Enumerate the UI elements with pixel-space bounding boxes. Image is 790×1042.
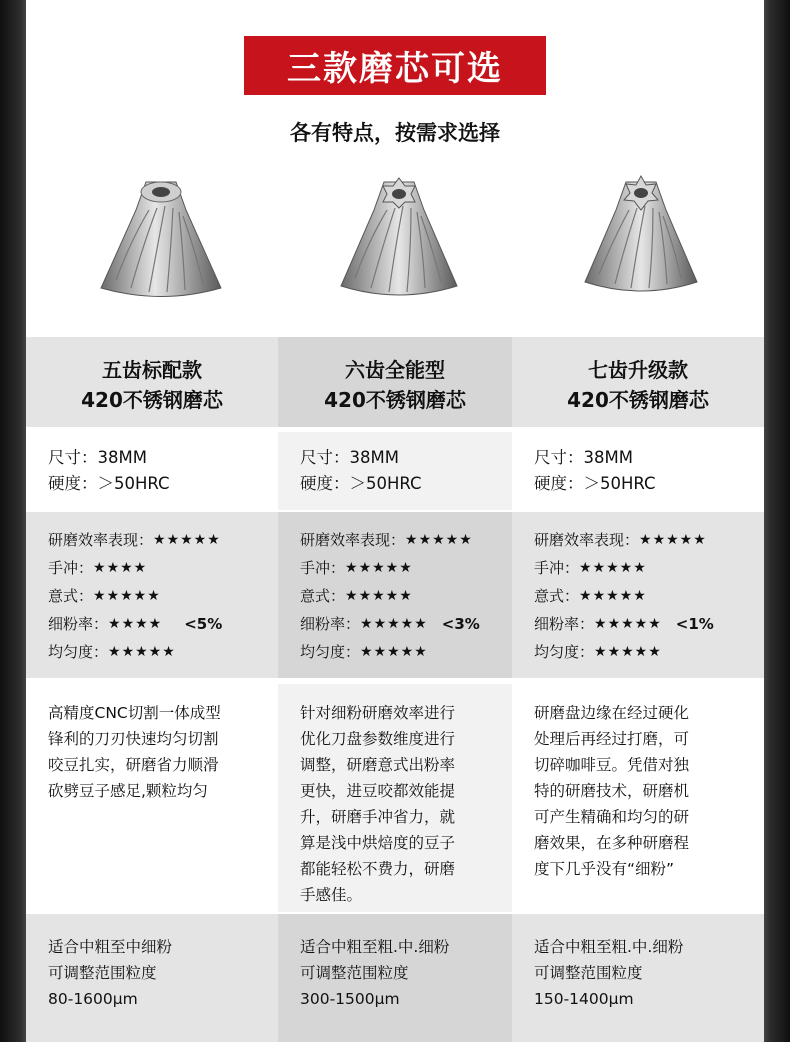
model-header-six <box>278 337 512 427</box>
desc-line: 度下几乎没有“细粉” <box>534 860 675 878</box>
model-name: 五齿标配款 <box>102 358 202 382</box>
fines-rate: <3% <box>441 615 480 633</box>
desc-line: 处理后再经过打磨，可 <box>534 730 690 748</box>
desc-cell-seven <box>512 684 764 912</box>
perf-line: 研磨效率表现： ★★★★★ <box>48 526 278 554</box>
page-title: 三款磨芯可选 <box>244 36 546 95</box>
star-rating: ★★★★★ <box>108 644 176 660</box>
range-value: 80-1600μm <box>48 990 138 1008</box>
size-text: 尺寸：38MM <box>534 448 633 467</box>
size-text: 尺寸：38MM <box>300 448 399 467</box>
model-header-seven <box>512 337 764 427</box>
seven-tooth-burr-icon <box>571 170 711 310</box>
range-line: 适合中粗至粗.中.细粉 <box>300 938 450 956</box>
desc-line: 切碎咖啡豆。凭借对独 <box>534 756 690 774</box>
star-rating: ★★★★★ <box>579 588 647 604</box>
star-rating: ★★★★ <box>108 616 163 632</box>
hardness-text: 硬度：＞50HRC <box>534 474 656 493</box>
perf-line: 研磨效率表现： ★★★★★ <box>534 526 764 554</box>
desc-line: 咬豆扎实，研磨省力顺滑 <box>48 756 219 774</box>
star-rating: ★★★★★ <box>405 532 473 548</box>
desc-line: 都能轻松不费力，研磨 <box>300 860 456 878</box>
desc-line: 磨效果，在多种研磨程 <box>534 834 690 852</box>
perf-line: 意式： ★★★★★ <box>48 582 278 610</box>
comparison-panel <box>26 0 764 1042</box>
perf-cell-five <box>26 512 278 678</box>
desc-cell-five <box>26 684 278 912</box>
perf-line: 意式： ★★★★★ <box>300 582 512 610</box>
fines-rate: <1% <box>675 615 714 633</box>
desc-line: 更快，进豆咬都效能提 <box>300 782 456 800</box>
star-rating: ★★★★★ <box>360 644 428 660</box>
desc-line: 针对细粉研磨效率进行 <box>300 704 456 722</box>
range-cell-seven <box>512 914 764 1042</box>
desc-line: 研磨盘边缘在经过硬化 <box>534 704 690 722</box>
spec-cell-five <box>26 432 278 510</box>
desc-line: 可产生精确和均匀的研 <box>534 808 690 826</box>
model-header-five <box>26 337 278 427</box>
spec-cell-six <box>278 432 512 510</box>
range-value: 300-1500μm <box>300 990 400 1008</box>
model-name: 七齿升级款 <box>588 358 688 382</box>
perf-line: 均匀度： ★★★★★ <box>48 638 278 666</box>
star-rating: ★★★★★ <box>345 560 413 576</box>
model-name: 六齿全能型 <box>345 358 445 382</box>
star-rating: ★★★★★ <box>639 532 707 548</box>
desc-line: 砍劈豆子感足,颗粒均匀 <box>48 782 208 800</box>
range-cell-six <box>278 914 512 1042</box>
size-text: 尺寸：38MM <box>48 448 147 467</box>
model-material: 420不锈钢磨芯 <box>81 388 223 412</box>
perf-line: 细粉率： ★★★★★ <3% <box>300 610 512 638</box>
right-dark-border <box>764 0 790 1042</box>
star-rating: ★★★★ <box>93 560 148 576</box>
range-line: 适合中粗至中细粉 <box>48 938 173 956</box>
perf-cell-seven <box>512 512 764 678</box>
desc-line: 特的研磨技术，研磨机 <box>534 782 690 800</box>
range-line: 可调整范围粒度 <box>534 964 643 982</box>
star-rating: ★★★★★ <box>93 588 161 604</box>
hardness-text: 硬度：＞50HRC <box>300 474 422 493</box>
spec-cell-seven <box>512 432 764 510</box>
desc-line: 优化刀盘参数维度进行 <box>300 730 456 748</box>
range-value: 150-1400μm <box>534 990 634 1008</box>
perf-line: 手冲： ★★★★★ <box>534 554 764 582</box>
perf-line: 手冲： ★★★★ <box>48 554 278 582</box>
desc-cell-six <box>278 684 512 912</box>
desc-line: 手感佳。 <box>300 886 363 904</box>
perf-line: 均匀度： ★★★★★ <box>534 638 764 666</box>
star-rating: ★★★★★ <box>579 560 647 576</box>
perf-line: 细粉率： ★★★★ <5% <box>48 610 278 638</box>
perf-line: 均匀度： ★★★★★ <box>300 638 512 666</box>
desc-line: 锋利的刀刃快速均匀切割 <box>48 730 219 748</box>
perf-cell-six <box>278 512 512 678</box>
page-subtitle: 各有特点，按需求选择 <box>290 121 500 145</box>
star-rating: ★★★★★ <box>360 616 428 632</box>
perf-line: 意式： ★★★★★ <box>534 582 764 610</box>
five-tooth-burr-icon <box>91 170 231 310</box>
model-material: 420不锈钢磨芯 <box>324 388 466 412</box>
star-rating: ★★★★★ <box>345 588 413 604</box>
perf-line: 手冲： ★★★★★ <box>300 554 512 582</box>
desc-line: 高精度CNC切割一体成型 <box>48 704 221 722</box>
perf-line: 细粉率： ★★★★★ <1% <box>534 610 764 638</box>
hardness-text: 硬度：＞50HRC <box>48 474 170 493</box>
desc-line: 调整，研磨意式出粉率 <box>300 756 456 774</box>
star-rating: ★★★★★ <box>594 644 662 660</box>
left-dark-border <box>0 0 26 1042</box>
perf-line: 研磨效率表现： ★★★★★ <box>300 526 512 554</box>
range-cell-five <box>26 914 278 1042</box>
fines-rate: <5% <box>184 615 223 633</box>
range-line: 可调整范围粒度 <box>300 964 409 982</box>
desc-line: 算是浅中烘焙度的豆子 <box>300 834 456 852</box>
model-material: 420不锈钢磨芯 <box>567 388 709 412</box>
desc-line: 升，研磨手冲省力，就 <box>300 808 456 826</box>
star-rating: ★★★★★ <box>153 532 221 548</box>
range-line: 可调整范围粒度 <box>48 964 157 982</box>
star-rating: ★★★★★ <box>594 616 662 632</box>
six-tooth-burr-icon <box>329 170 469 310</box>
range-line: 适合中粗至粗.中.细粉 <box>534 938 684 956</box>
